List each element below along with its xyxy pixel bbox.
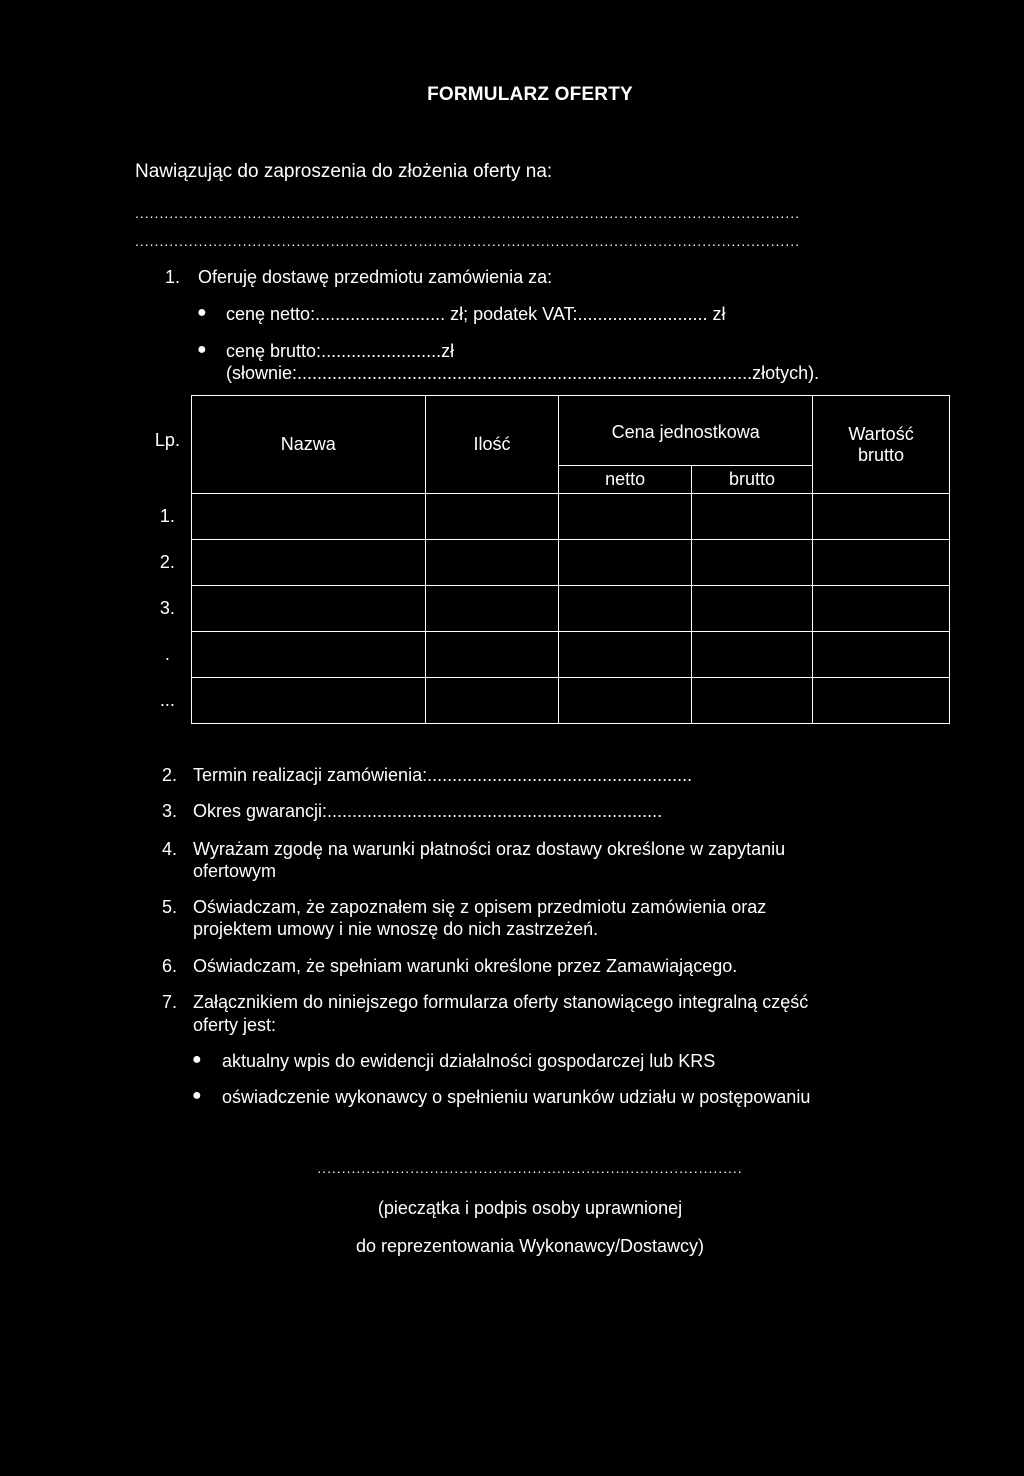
item-3-text: Okres gwarancji:...................................................................: [193, 801, 663, 821]
cell-gross[interactable]: [691, 632, 812, 678]
offer-subject-line-1[interactable]: ........................................................................................................................................: [135, 205, 800, 221]
item-7-number: 7.: [162, 992, 178, 1012]
cell-quantity[interactable]: [425, 586, 559, 632]
item-4-text-line-2: ofertowym: [193, 861, 277, 881]
item-2-number: 2.: [162, 765, 178, 785]
item-6-number: 6.: [162, 956, 178, 976]
item-5-text-line-2: projektem umowy i nie wnoszę do nich zastrzeżeń.: [193, 919, 599, 939]
bullet-icon: ●: [197, 341, 207, 358]
row-number: .: [144, 632, 191, 678]
cell-gross[interactable]: [691, 586, 812, 632]
cell-net[interactable]: [559, 632, 692, 678]
offer-table: [144, 395, 950, 724]
bullet-icon: ●: [197, 304, 207, 321]
gross-price-words-line: (słownie:...........................................................................................złotych).: [226, 363, 820, 383]
row-number: 2.: [144, 540, 191, 586]
item-2-text: Termin realizacji zamówienia:.....................................................: [193, 765, 693, 785]
item-3-number: 3.: [162, 801, 178, 821]
table-row: [144, 632, 950, 678]
header-gross-value: Wartość brutto: [813, 396, 950, 494]
cell-quantity[interactable]: [425, 632, 559, 678]
header-lp: Lp.: [144, 396, 191, 494]
cell-quantity[interactable]: [425, 678, 559, 724]
table-row: [144, 678, 950, 724]
item-6-text: Oświadczam, że spełniam warunki określone przez Zamawiającego.: [193, 956, 738, 976]
item-7-text-line-1: Załącznikiem do niniejszego formularza oferty stanowiącego integralną część: [193, 992, 809, 1012]
cell-name[interactable]: [191, 540, 425, 586]
item-1-number: 1.: [165, 267, 181, 287]
bullet-icon: ●: [192, 1051, 202, 1068]
gross-price-line: cenę brutto:........................zł: [226, 341, 455, 361]
item-7-text-line-2: oferty jest:: [193, 1015, 277, 1035]
form-title: FORMULARZ OFERTY: [427, 84, 633, 105]
item-5-number: 5.: [162, 897, 178, 917]
cell-value[interactable]: [813, 678, 950, 724]
cell-gross[interactable]: [691, 540, 812, 586]
row-number: ...: [144, 678, 191, 724]
header-unit-price: Cena jednostkowa: [559, 396, 813, 466]
row-number: 1.: [144, 494, 191, 540]
attachment-item: oświadczenie wykonawcy o spełnieniu warunków udziału w postępowaniu: [222, 1087, 811, 1107]
cell-net[interactable]: [559, 678, 692, 724]
item-4-number: 4.: [162, 839, 178, 859]
cell-quantity[interactable]: [425, 540, 559, 586]
cell-net[interactable]: [559, 586, 692, 632]
row-number: 3.: [144, 586, 191, 632]
item-4-text-line-1: Wyrażam zgodę na warunki płatności oraz dostawy określone w zapytaniu: [193, 839, 786, 859]
cell-net[interactable]: [559, 540, 692, 586]
signature-caption-line-1: (pieczątka i podpis osoby uprawnionej: [377, 1198, 683, 1218]
header-name: Nazwa: [191, 396, 425, 494]
header-net: netto: [559, 465, 692, 493]
table-row: [144, 494, 950, 540]
cell-name[interactable]: [191, 586, 425, 632]
signature-line[interactable]: .......................................................................................: [317, 1160, 743, 1176]
item-1-text: Oferuję dostawę przedmiotu zamówienia za:: [198, 267, 553, 287]
cell-name[interactable]: [191, 678, 425, 724]
cell-value[interactable]: [813, 494, 950, 540]
cell-value[interactable]: [813, 632, 950, 678]
table-row: [144, 586, 950, 632]
net-price-line: cenę netto:.......................... zł; podatek VAT:.......................... zł: [226, 304, 726, 324]
offer-subject-line-2[interactable]: ........................................................................................................................................: [135, 233, 800, 249]
table-row: [144, 540, 950, 586]
item-5-text-line-1: Oświadczam, że zapoznałem się z opisem przedmiotu zamówienia oraz: [193, 897, 767, 917]
cell-name[interactable]: [191, 494, 425, 540]
attachment-item: aktualny wpis do ewidencji działalności gospodarczej lub KRS: [222, 1051, 716, 1071]
cell-quantity[interactable]: [425, 494, 559, 540]
cell-value[interactable]: [813, 540, 950, 586]
cell-value[interactable]: [813, 586, 950, 632]
cell-gross[interactable]: [691, 678, 812, 724]
cell-net[interactable]: [559, 494, 692, 540]
intro-text: Nawiązując do zaproszenia do złożenia oferty na:: [135, 161, 553, 182]
header-gross: brutto: [691, 465, 812, 493]
header-quantity: Ilość: [425, 396, 559, 494]
bullet-icon: ●: [192, 1087, 202, 1104]
cell-name[interactable]: [191, 632, 425, 678]
signature-caption-line-2: do reprezentowania Wykonawcy/Dostawcy): [356, 1236, 704, 1256]
cell-gross[interactable]: [691, 494, 812, 540]
